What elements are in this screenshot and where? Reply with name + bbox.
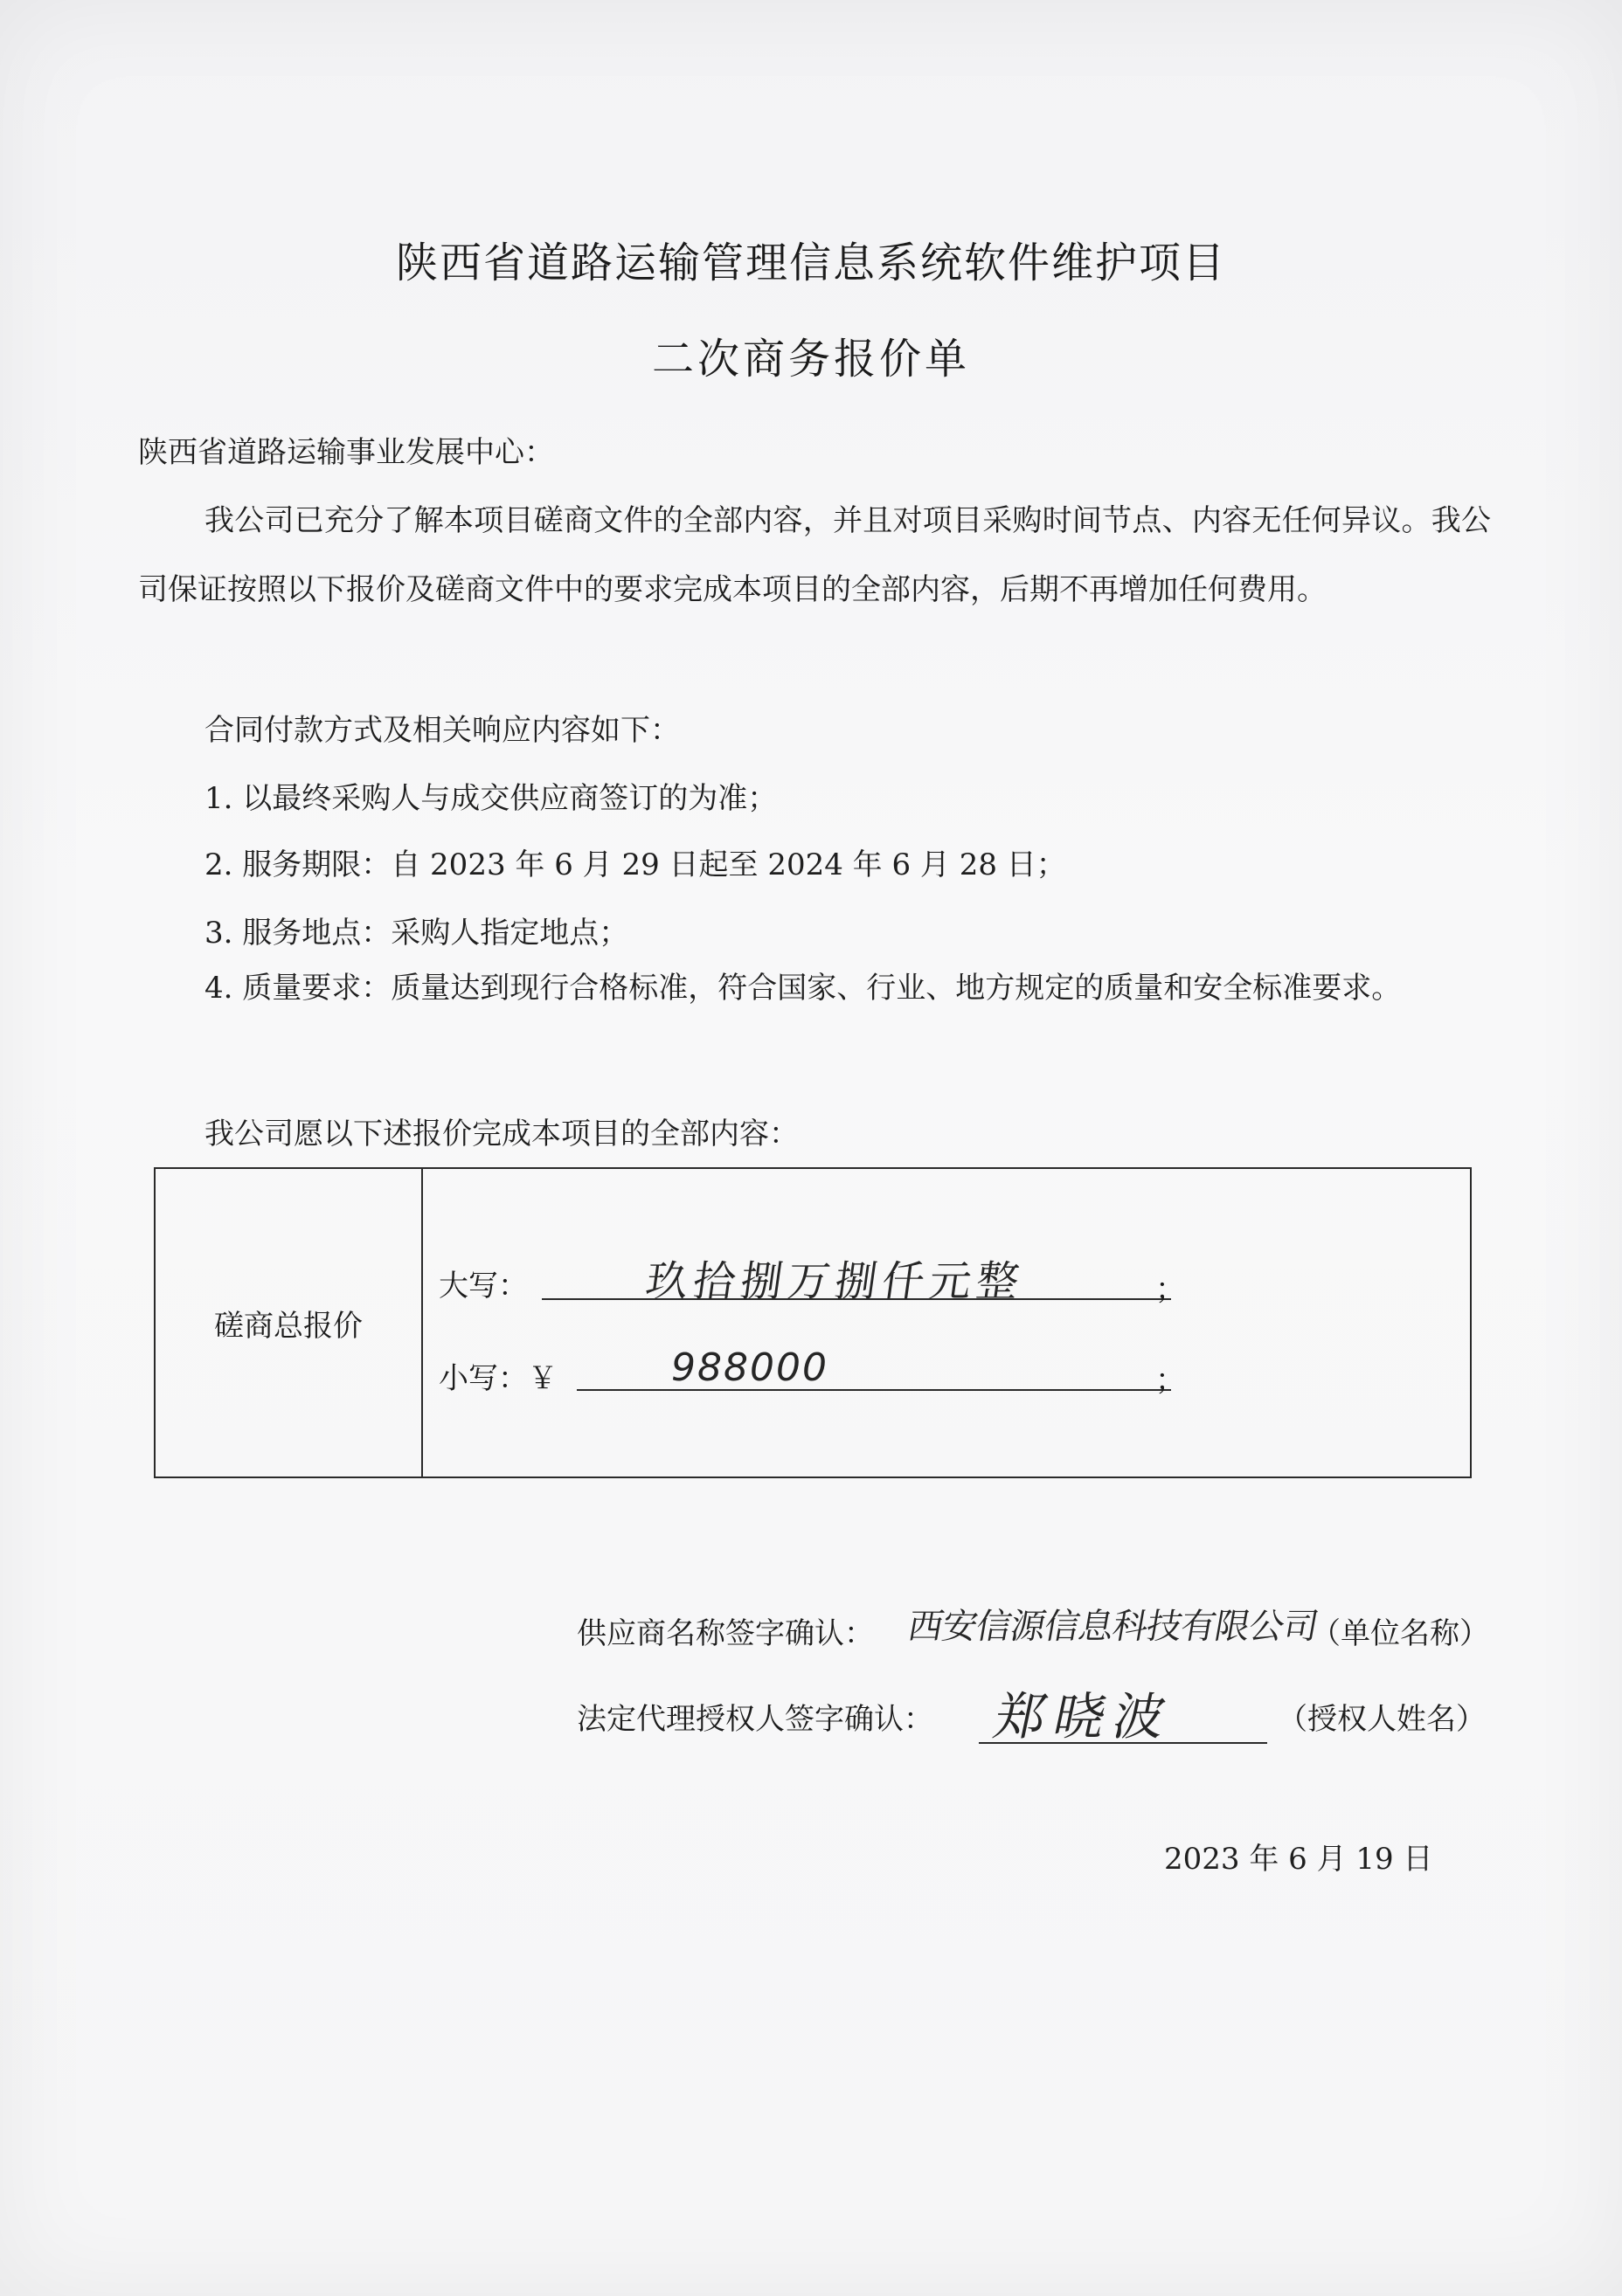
amount-figures-handwriting: 988000: [671, 1345, 828, 1390]
supplier-signature-label: 供应商名称签字确认：: [577, 1616, 874, 1651]
supplier-signature-handwriting: 西安信源信息科技有限公司: [905, 1607, 1321, 1647]
list-item: 1. 以最终采购人与成交供应商签订的为准；: [204, 781, 778, 816]
quote-total-label: 磋商总报价: [156, 1169, 423, 1476]
quote-table: [154, 1167, 1472, 1478]
document-date: 2023 年 6 月 19 日: [1164, 1842, 1433, 1877]
amount-figures-underline: [577, 1389, 1171, 1391]
semicolon: ；: [1155, 1272, 1185, 1307]
addressee: 陕西省道路运输事业发展中心：: [138, 435, 554, 470]
representative-signature-suffix: （授权人姓名）: [1278, 1702, 1486, 1737]
representative-signature-handwriting: 郑晓波: [988, 1687, 1181, 1746]
paragraph-commitment: 我公司已充分了解本项目磋商文件的全部内容，并且对项目采购时间节点、内容无任何异议。我公司保证按照以下报价及磋商文件中的要求完成本项目的全部内容，后期不再增加任何费用。: [138, 503, 1491, 607]
representative-signature-label: 法定代理授权人签字确认：: [577, 1702, 933, 1737]
paragraph-payment-intro: 合同付款方式及相关响应内容如下：: [204, 713, 680, 748]
document-title: 陕西省道路运输管理信息系统软件维护项目: [395, 239, 1226, 287]
amount-words-handwriting: 玖拾捌万捌仟元整: [642, 1257, 1028, 1306]
amount-words-label: 大写：: [439, 1269, 528, 1304]
document-subtitle: 二次商务报价单: [651, 335, 970, 384]
list-item: 2. 服务期限：自 2023 年 6 月 29 日起至 2024 年 6 月 28 日；: [204, 847, 1066, 882]
paragraph-quote-intro: 我公司愿以下述报价完成本项目的全部内容：: [204, 1117, 799, 1151]
list-item: 4. 质量要求：质量达到现行合格标准，符合国家、行业、地方规定的质量和安全标准要求。: [204, 971, 1402, 1006]
semicolon: ；: [1155, 1363, 1185, 1398]
list-item: 3. 服务地点：采购人指定地点；: [204, 916, 629, 951]
amount-figures-label: 小写：￥: [439, 1361, 558, 1396]
supplier-signature-suffix: （单位名称）: [1311, 1616, 1489, 1651]
